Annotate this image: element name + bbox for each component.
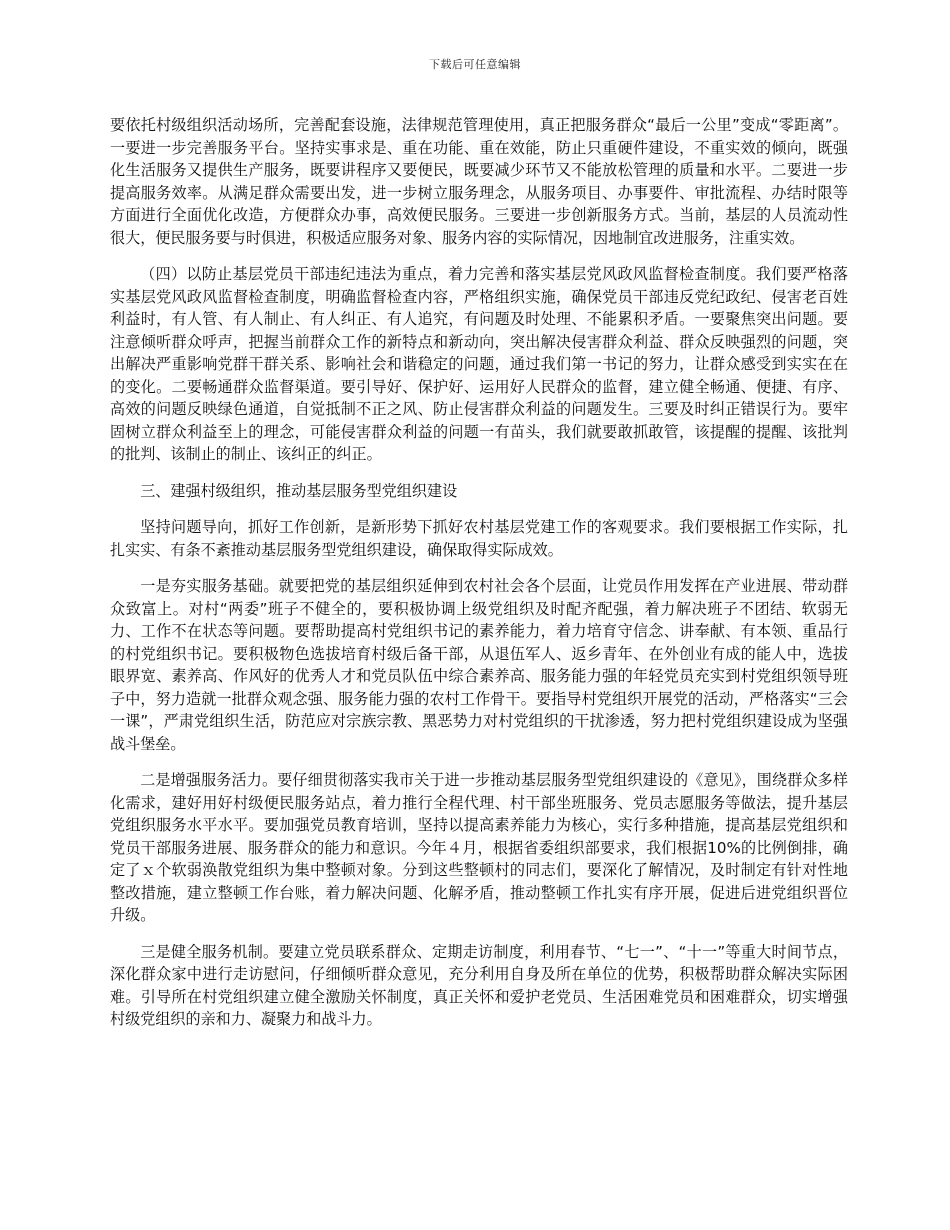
paragraph-supervision: （四）以防止基层党员干部违纪违法为重点，着力完善和落实基层党风政风监督检查制度。我们要严格落实基层党风政风监督检查制度，明确监督检查内容，严格组织实施，确保党员干部违反党纪政纪、侵害老百姓利益时，有人管、有人制止、有人纠正、有人追究，有问题及时处理、不能累积矛盾。一要聚焦突出问题。要注意倾听群众呼声，把握当前群众工作的新特点和新动向，突出解决侵害群众利益、群众反映强烈的问题，突出解决严重影响党群干群关系、影响社会和谐稳定的问题，通过我们第一书记的努力，让群众感受到实实在在的变化。二要畅通群众监督渠道。要引导好、保护好、运用好人民群众的监督，建立健全畅通、便捷、有序、高效的问题反映绿色通道，自觉抵制不正之风、防止侵害群众利益的问题发生。三要及时纠正错误行为。要牢固树立群众利益至上的理念，可能侵害群众利益的问题一有苗头，我们就要敢抓敢管，该提醒的提醒、该批判的批判、该制止的制止、该纠正的纠正。 (110, 265, 848, 463)
paragraph-service-mechanism: 三是健全服务机制。要建立党员联系群众、定期走访制度，利用春节、“七一”、“十一”等重大时间节点，深化群众家中进行走访慰问，仔细倾听群众意见，充分利用自身及所在单位的优势，积极帮助群众解决实际困难。引导所在村党组织建立健全激励关怀制度，真正关怀和爱护老党员、生活困难党员和困难群众，切实增强村级党组织的亲和力、凝聚力和战斗力。 (110, 942, 848, 1028)
paragraph-service-platform: 要依托村级组织活动场所，完善配套设施，法律规范管理使用，真正把服务群众“最后一公里”变成“零距离”。一要进一步完善服务平台。坚持实事求是、重在功能、重在效能，防止只重硬件建设，不重实效的倾向，既强化生活服务又提供生产服务，既要讲程序又要便民，既要减少环节又不能放松管理的质量和水平。二要进一步提高服务效率。从满足群众需要出发，进一步树立服务理念，从服务项目、办事要件、审批流程、办结时限等方面进行全面优化改造，方便群众办事，高效便民服务。三要进一步创新服务方式。当前，基层的人员流动性很大，便民服务要与时俱进，积极适应服务对象、服务内容的实际情况，因地制宜改进服务，注重实效。 (110, 116, 848, 247)
paragraph-service-vitality: 二是增强服务活力。要仔细贯彻落实我市关于进一步推动基层服务型党组织建设的《意见》，围绕群众多样化需求，建好用好村级便民服务站点，着力推行全程代理、村干部坐班服务、党员志愿服务等做法，提升基层党组织服务水平水平。要加强党员教育培训，坚持以提高素养能力为核心，实行多种措施，提高基层党组织和党员干部服务进展、服务群众的能力和意识。今年４月，根据省委组织部要求，我们根据10%的比例倒排，确定了ｘ个软弱涣散党组织为集中整顿对象。分到这些整顿村的同志们，要深化了解情况，及时制定有针对性地整改措施，建立整顿工作台账，着力解决问题、化解矛盾，推动整顿工作扎实有序开展，促进后进党组织晋位升级。 (110, 771, 848, 924)
document-body (110, 114, 848, 1045)
paragraph-service-foundation: 一是夯实服务基础。就要把党的基层组织延伸到农村社会各个层面，让党员作用发挥在产业进展、带动群众致富上。对村“两委”班子不健全的，要积极协调上级党组织及时配齐配强，着力解决班子不团结、软弱无力、工作不在状态等问题。要帮助提高村党组织书记的素养能力，着力培育守信念、讲奉献、有本领、重品行的村党组织书记。要积极物色选拔培育村级后备干部，从退伍军人、返乡青年、在外创业有成的能人中，选拔眼界宽、素养高、作风好的优秀人才和党员队伍中综合素养高、服务能力强的年轻党员充实到村党组织领导班子中，努力造就一批群众观念强、服务能力强的农村工作骨干。要指导村党组织开展党的活动，严格落实“三会一课”，严肃党组织生活，防范应对宗族宗教、黑恶势力对村党组织的干扰渗透，努力把村党组织建设成为坚强战斗堡垒。 (110, 577, 848, 753)
page-header-note: 下载后可任意编辑 (429, 58, 521, 71)
section-heading-three: 三、建强村级组织，推动基层服务型党组织建设 (140, 481, 458, 500)
paragraph-problem-orientation: 坚持问题导向，抓好工作创新，是新形势下抓好农村基层党建工作的客观要求。我们要根据工作实际，扎扎实实、有条不紊推动基层服务型党组织建设，确保取得实际成效。 (110, 518, 848, 559)
